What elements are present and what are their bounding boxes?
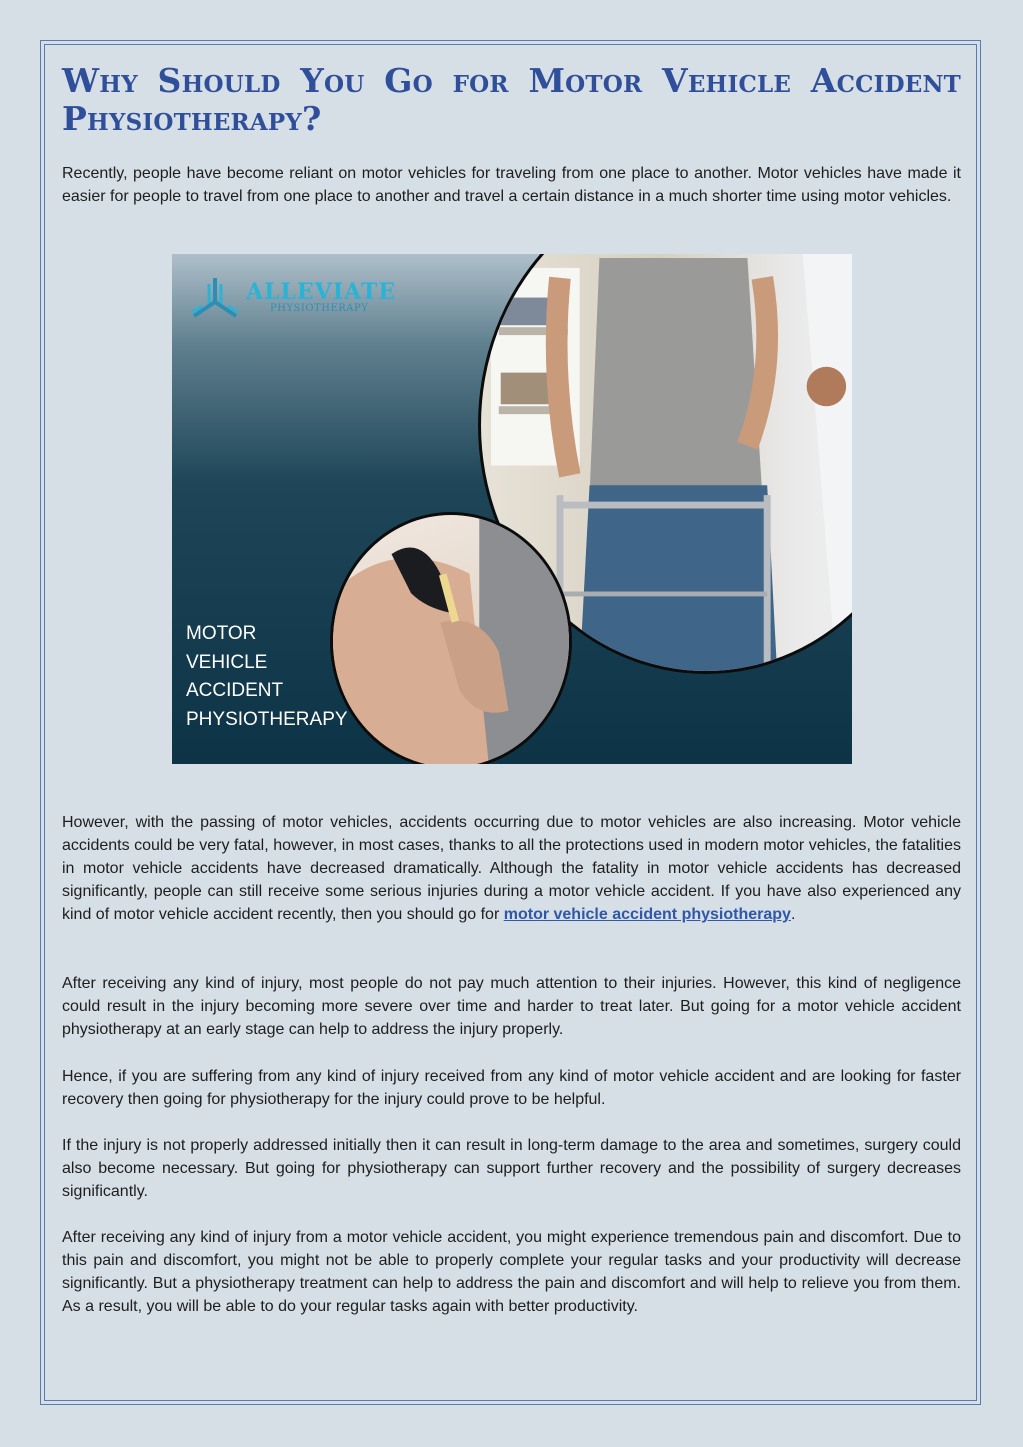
hero-caption: [186, 620, 348, 734]
paragraph-accidents: [62, 811, 961, 926]
alleviate-logo: [190, 276, 396, 320]
shoulder-taping-photo: [330, 512, 572, 764]
paragraph-recovery: Hence, if you are suffering from any kind of injury received from any kind of motor vehicle accident and are looking for faster recovery then going for physiotherapy for the injury could prove to be helpful.: [62, 1068, 961, 1108]
hero-line-3: ACCIDENT: [186, 680, 284, 701]
hero-banner-image: [172, 254, 852, 764]
paragraph-productivity: After receiving any kind of injury from a motor vehicle accident, you might experience tremendous pain and discomfort. Due to this pain and discomfort, you might not be able to properly complete your regular tasks and your productivity will decrease significantly. But a physiotherapy treatment can help to address the pain and discomfort and will help to relieve you from them. As a result, you will be able to do your regular tasks again with better productivity.: [62, 1229, 961, 1315]
physiotherapy-link[interactable]: motor vehicle accident physiotherapy: [503, 906, 791, 923]
hero-line-2: VEHICLE: [186, 651, 268, 673]
logo-mark-icon: [190, 276, 240, 320]
hero-line-1: MOTOR: [186, 623, 257, 644]
paragraph-negligence: After receiving any kind of injury, most people do not pay much attention to their injuries. However, this kind of negligence could result in the injury becoming more severe over time and harder to treat later. But going for a motor vehicle accident physiotherapy at an early stage can help to address the injury properly.: [62, 975, 961, 1038]
paragraph-accidents-end: .: [790, 906, 796, 923]
page-title: Why Should You Go for Motor Vehicle Accident Physiotherapy?: [62, 61, 961, 138]
intro-paragraph: Recently, people have become reliant on motor vehicles for traveling from one place to another. Motor vehicles have made it easier for people to travel from one place to another and travel a certain distance in a much shorter time using motor vehicles.: [62, 165, 961, 205]
logo-subtitle: PHYSIOTHERAPY: [270, 303, 369, 314]
paragraph-accidents-text: However, with the passing of motor vehicles, accidents occurring due to motor vehicles are also increasing. Motor vehicle accidents could be very fatal, however, in most cases, thanks to all the protections used in modern motor vehicles, the fatalities in motor vehicle accidents have decreased dramatically. Although the fatality in motor vehicle accidents has decreased significantly, people can still receive some serious injuries during a motor vehicle accident. If you have also experienced any kind of motor vehicle accident recently, then you should go for: [62, 814, 961, 923]
shoulder-illustration: [333, 515, 569, 764]
hero-line-4: PHYSIOTHERAPY: [186, 708, 348, 730]
paragraph-surgery: If the injury is not properly addressed initially then it can result in long-term damage to the area and sometimes, surgery could also become necessary. But going for physiotherapy can support further recovery and the possibility of surgery decreases significantly.: [62, 1137, 961, 1200]
logo-name: ALLEVIATE: [246, 279, 397, 305]
